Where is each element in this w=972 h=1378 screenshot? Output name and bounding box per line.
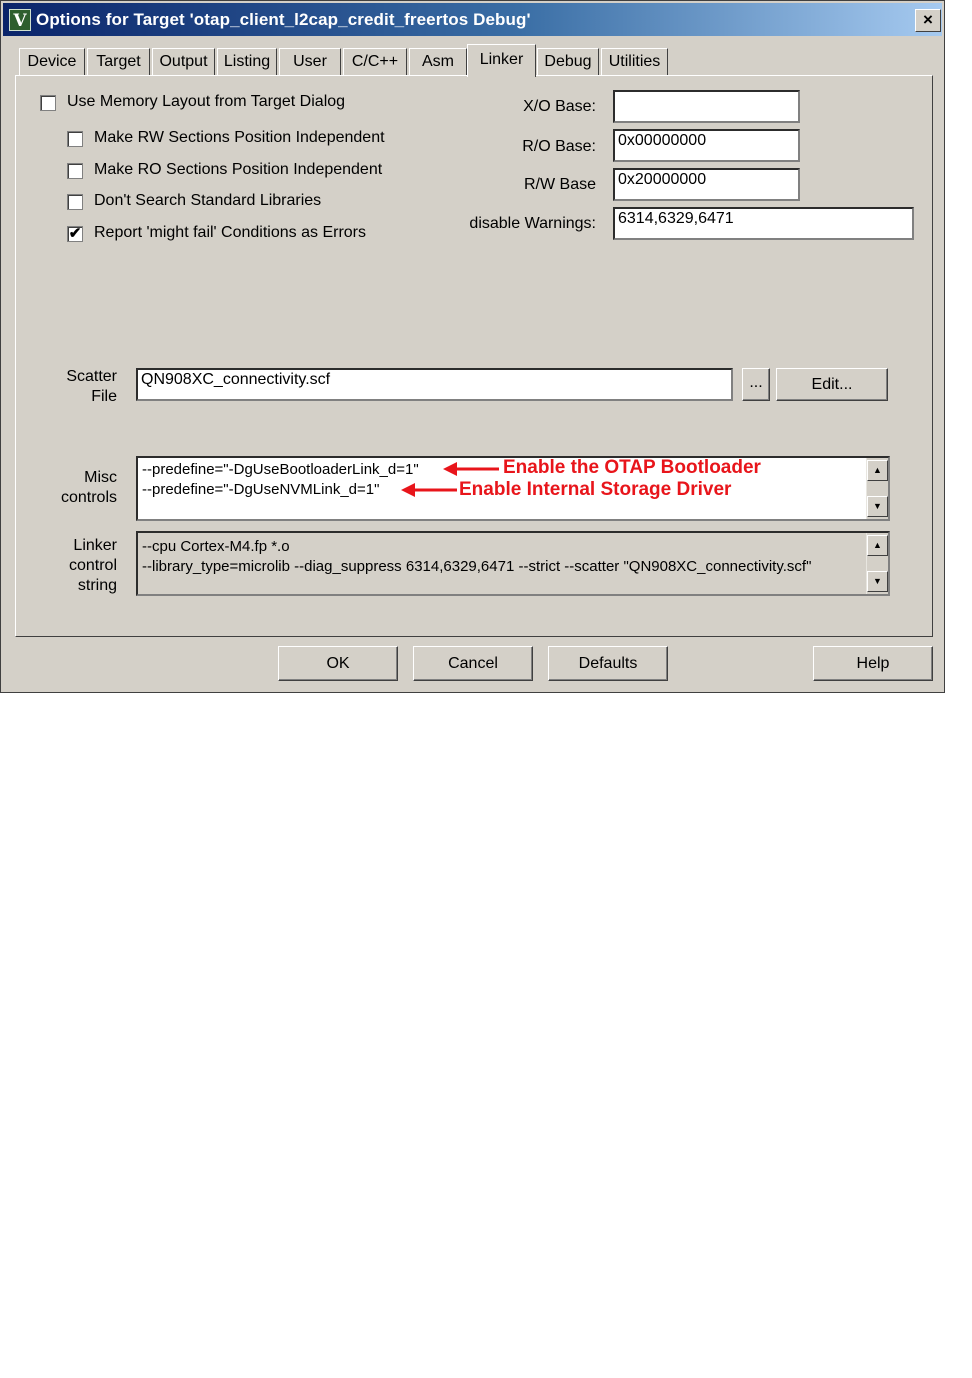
- title-bar[interactable]: [3, 3, 942, 36]
- misc-controls-label-line1: Misc: [84, 469, 117, 486]
- xo-base-input[interactable]: [613, 90, 800, 123]
- misc-line-nvm: --predefine="-DgUseNVMLink_d=1": [142, 481, 380, 498]
- annotation-arrow-storage: [399, 480, 461, 502]
- tab-user[interactable]: User: [279, 48, 341, 75]
- defaults-button[interactable]: Defaults: [548, 646, 668, 681]
- close-button[interactable]: ×: [915, 9, 941, 32]
- use-memory-layout-checkbox[interactable]: [40, 95, 56, 111]
- tab-debug[interactable]: Debug: [537, 48, 599, 75]
- report-might-fail-label: Report 'might fail' Conditions as Errors: [94, 224, 366, 241]
- report-might-fail-checkbox[interactable]: ✔: [68, 225, 82, 242]
- misc-scrollbar[interactable]: [866, 458, 888, 519]
- misc-line-bootloader: --predefine="-DgUseBootloaderLink_d=1": [142, 461, 419, 478]
- linker-string-line1: --cpu Cortex-M4.fp *.o: [142, 538, 290, 555]
- rw-independent-label: Make RW Sections Position Independent: [94, 129, 385, 146]
- misc-scroll-up-icon[interactable]: ▲: [867, 460, 888, 481]
- cancel-button[interactable]: Cancel: [413, 646, 533, 681]
- ro-independent-checkbox[interactable]: [67, 163, 83, 179]
- misc-scroll-down-icon[interactable]: ▼: [867, 496, 888, 517]
- options-dialog: [0, 0, 945, 693]
- annotation-bootloader: Enable the OTAP Bootloader: [503, 457, 761, 478]
- use-memory-layout-label: Use Memory Layout from Target Dialog: [67, 93, 346, 110]
- linker-scroll-down-icon[interactable]: ▼: [867, 571, 888, 592]
- rw-independent-checkbox[interactable]: [67, 131, 83, 147]
- scatter-edit-button[interactable]: Edit...: [776, 368, 888, 401]
- linker-string-label-line2: control: [68, 557, 117, 574]
- rw-base-input[interactable]: 0x20000000: [613, 168, 800, 201]
- help-button[interactable]: Help: [813, 646, 933, 681]
- disable-warnings-label: disable Warnings:: [469, 215, 596, 232]
- xo-base-label: X/O Base:: [523, 98, 596, 115]
- tab-utilities[interactable]: Utilities: [601, 48, 668, 75]
- rw-base-label: R/W Base: [523, 176, 596, 193]
- scatter-file-label-line2: File: [91, 388, 117, 405]
- keil-app-icon: V: [9, 9, 31, 31]
- tab-output[interactable]: Output: [152, 48, 215, 75]
- tab-cpp[interactable]: C/C++: [343, 48, 407, 75]
- scatter-browse-button[interactable]: ...: [742, 368, 770, 401]
- arrow-bootloader-icon: [443, 462, 499, 476]
- ok-button[interactable]: OK: [278, 646, 398, 681]
- linker-string-label-line3: string: [77, 577, 117, 594]
- linker-string-scrollbar[interactable]: [866, 533, 888, 594]
- scatter-file-label-line1: Scatter: [66, 368, 117, 385]
- linker-scroll-up-icon[interactable]: ▲: [867, 535, 888, 556]
- annotation-storage: Enable Internal Storage Driver: [459, 479, 732, 500]
- linker-string-line2: --library_type=microlib --diag_suppress 6314,6329,6471 --strict --scatter "QN908XC_connectivity.scf": [142, 558, 812, 575]
- linker-control-string: [136, 531, 890, 596]
- ro-base-input[interactable]: 0x00000000: [613, 129, 800, 162]
- dont-search-libs-label: Don't Search Standard Libraries: [94, 192, 322, 209]
- dont-search-libs-checkbox[interactable]: [67, 194, 83, 210]
- misc-controls-label-line2: controls: [60, 489, 117, 506]
- linker-string-label-line1: Linker: [73, 537, 117, 554]
- scatter-file-input[interactable]: QN908XC_connectivity.scf: [136, 368, 733, 401]
- tab-listing[interactable]: Listing: [217, 48, 277, 75]
- ro-independent-label: Make RO Sections Position Independent: [94, 161, 383, 178]
- tab-asm[interactable]: Asm: [409, 48, 467, 75]
- tab-linker[interactable]: Linker: [467, 44, 536, 77]
- window-title: Options for Target 'otap_client_l2cap_credit_freertos Debug': [36, 10, 531, 29]
- tab-device[interactable]: Device: [19, 48, 85, 75]
- tab-target[interactable]: Target: [87, 48, 150, 75]
- disable-warnings-input[interactable]: 6314,6329,6471: [613, 207, 914, 240]
- ro-base-label: R/O Base:: [522, 138, 596, 155]
